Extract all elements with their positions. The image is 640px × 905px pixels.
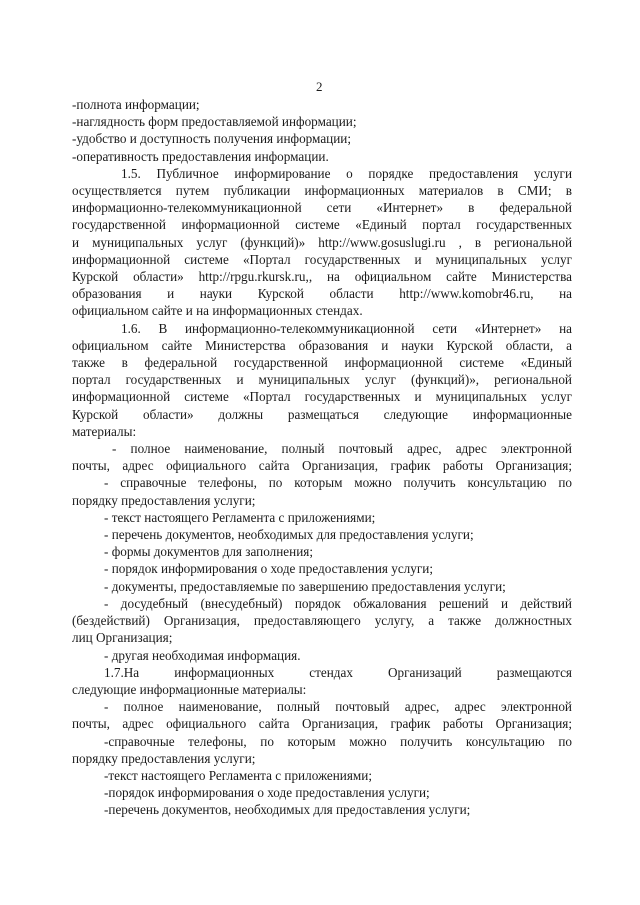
- page-number: 2: [316, 79, 323, 94]
- text-line: 1.7.На информационных стендах Организаций размещаются: [104, 664, 572, 680]
- text-line: почты, адрес официального сайта Организация, график работы Организация;: [72, 716, 572, 732]
- text-line: лиц Организация;: [72, 630, 173, 646]
- text-line: -наглядность форм предоставляемой информации;: [72, 114, 357, 130]
- text-line: следующие информационные материалы:: [72, 681, 307, 697]
- document-body: [72, 96, 572, 819]
- text-line: -порядок информирования о ходе предоставления услуги;: [104, 785, 430, 801]
- text-line: 1.6. В информационно-телекоммуникационной сети «Интернет» на: [121, 320, 572, 336]
- text-line: официальном сайте Министерства образования и науки Курской области, а: [72, 337, 572, 353]
- text-line: также в федеральной государственной информационной системе «Единый: [72, 355, 572, 371]
- text-line: образования и науки Курской области http://www.komobr46.ru, на: [72, 286, 572, 302]
- text-line: -удобство и доступность получения информации;: [72, 131, 352, 147]
- text-line: порядку предоставления услуги;: [72, 492, 256, 508]
- text-line: порядку предоставления услуги;: [72, 750, 256, 766]
- text-line: информационной системе «Портал государственных и муниципальных услуг: [72, 251, 572, 267]
- text-line: материалы:: [72, 423, 137, 439]
- text-line: -справочные телефоны, по которым можно получить консультацию по: [104, 733, 572, 749]
- text-line: - текст настоящего Регламента с приложениями;: [104, 509, 376, 525]
- text-line: Курской области» http://rpgu.rkursk.ru,, на официальном сайте Министерства: [72, 269, 572, 285]
- text-line: - полное наименование, полный почтовый адрес, адрес электронной: [112, 441, 572, 457]
- text-line: осуществляется путем публикации информационных материалов в СМИ; в: [72, 183, 572, 199]
- text-line: - формы документов для заполнения;: [104, 544, 313, 560]
- text-line: информационной системе «Портал государственных и муниципальных услуг: [72, 389, 572, 405]
- text-line: почты, адрес официального сайта Организация, график работы Организация;: [72, 458, 572, 474]
- text-line: портал государственных и муниципальных услуг (функций)», региональной: [72, 372, 572, 388]
- text-line: и муниципальных услуг (функций)» http://www.gosuslugi.ru , в региональной: [72, 234, 572, 250]
- text-line: -текст настоящего Регламента с приложениями;: [104, 767, 372, 783]
- text-line: - другая необходимая информация.: [104, 647, 301, 663]
- text-line: -полнота информации;: [72, 97, 200, 112]
- text-line: - справочные телефоны, по которым можно получить консультацию по: [104, 475, 572, 491]
- text-line: - полное наименование, полный почтовый адрес, адрес электронной: [104, 699, 572, 715]
- text-line: - досудебный (внесудебный) порядок обжалования решений и действий: [104, 595, 572, 611]
- text-line: - перечень документов, необходимых для предоставления услуги;: [104, 527, 474, 543]
- text-line: (бездействий) Организация, предоставляющего услугу, а также должностных: [72, 613, 572, 629]
- text-line: - документы, предоставляемые по завершению предоставления услуги;: [104, 578, 506, 594]
- text-line: 1.5. Публичное информирование о порядке предоставления услуги: [121, 165, 572, 181]
- text-line: Курской области» должны размещаться следующие информационные: [72, 406, 572, 422]
- text-line: -оперативность предоставления информации.: [72, 148, 329, 164]
- text-line: официальном сайте и на информационных стендах.: [72, 303, 363, 319]
- text-line: государственной информационной системе «Единый портал государственных: [72, 217, 572, 233]
- text-line: информационно-телекоммуникационной сети «Интернет» в федеральной: [72, 200, 572, 216]
- text-line: - порядок информирования о ходе предоставления услуги;: [104, 561, 433, 577]
- text-line: -перечень документов, необходимых для предоставления услуги;: [104, 802, 471, 818]
